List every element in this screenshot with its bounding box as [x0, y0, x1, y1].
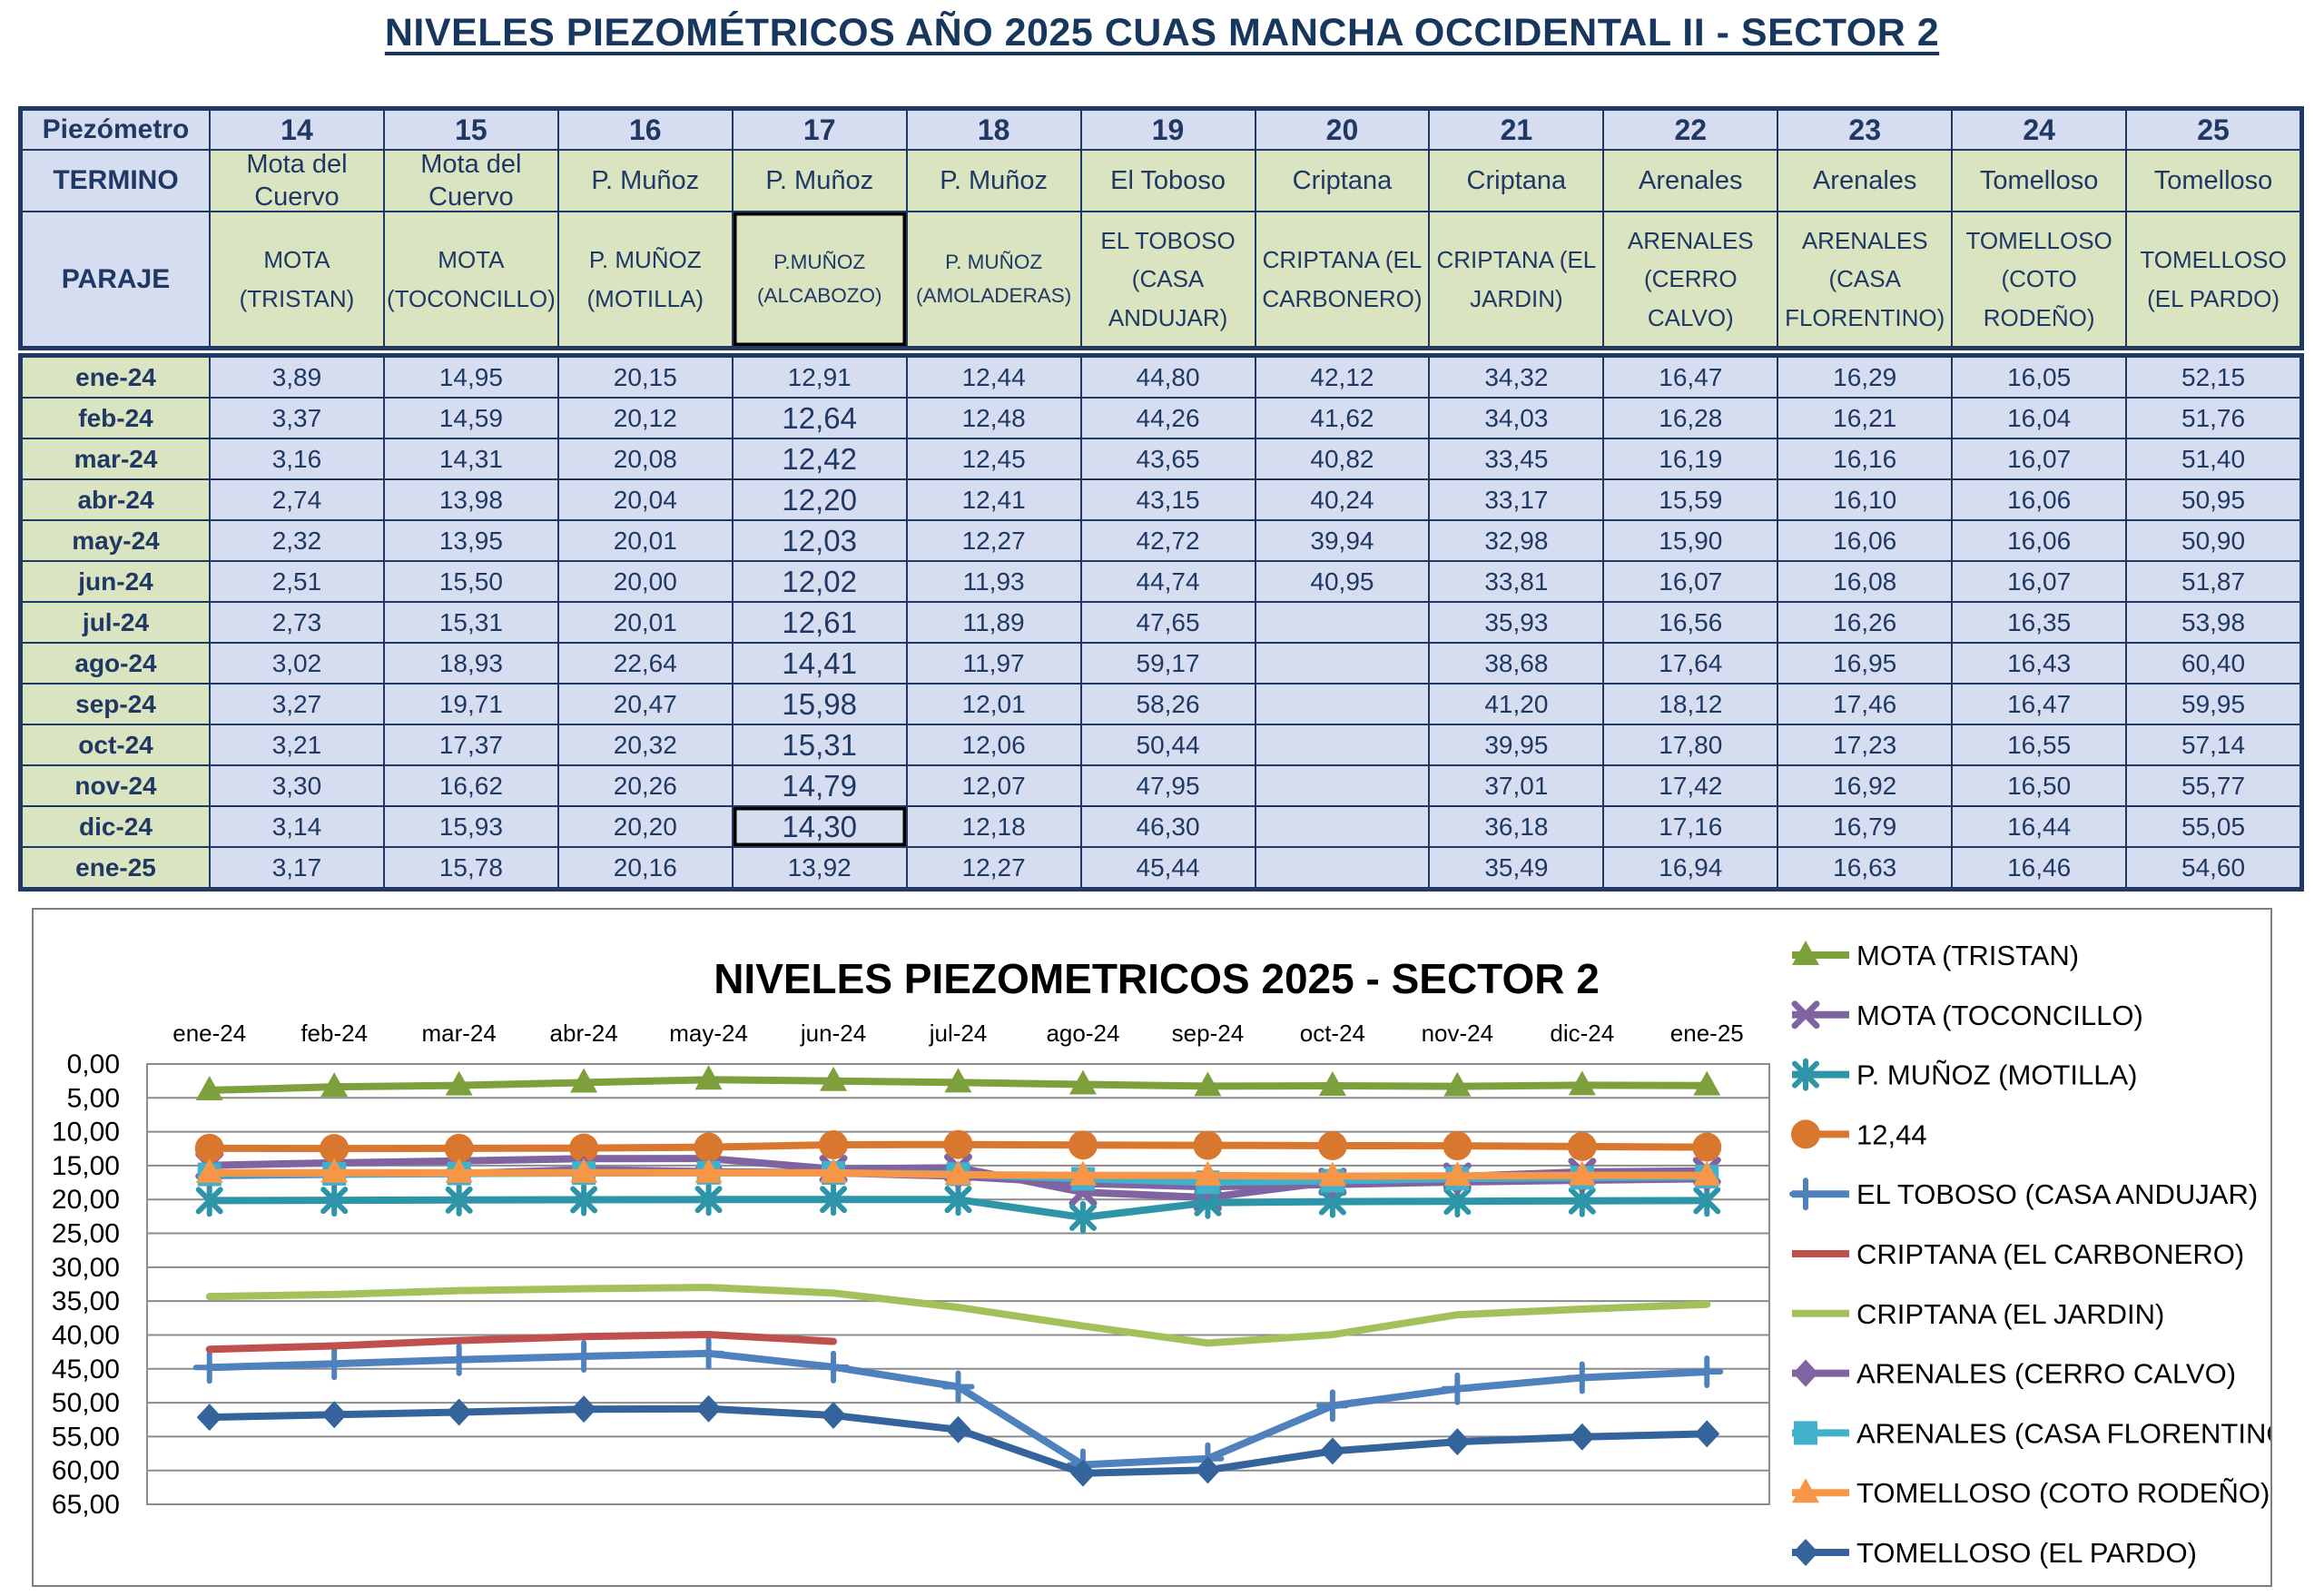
x-tick-label: may-24 [669, 1020, 748, 1047]
value-cell-abr-24-18: 12,41 [907, 479, 1081, 520]
x-tick-label: mar-24 [421, 1020, 497, 1047]
value-cell-jul-24-25: 53,98 [2126, 602, 2300, 643]
value-cell-ene-24-25: 52,15 [2126, 357, 2300, 398]
termino-cell-22: Arenales [1603, 150, 1777, 212]
value-cell-mar-24-17: 12,42 [733, 438, 907, 479]
piezometer-number-24: 24 [1952, 110, 2126, 150]
value-cell-sep-24-17: 15,98 [733, 684, 907, 724]
value-cell-sep-24-24: 16,47 [1952, 684, 2126, 724]
value-cell-ago-24-21: 38,68 [1429, 643, 1603, 684]
value-cell-dic-24-16: 20,20 [558, 806, 733, 847]
legend-label: CRIPTANA (EL JARDIN) [1856, 1297, 2165, 1330]
y-tick-label: 10,00 [51, 1117, 120, 1148]
y-tick-label: 55,00 [51, 1422, 120, 1453]
value-cell-ene-25-20 [1256, 847, 1430, 888]
value-cell-jun-24-23: 16,08 [1777, 561, 1952, 602]
legend-label: TOMELLOSO (COTO RODEÑO) [1856, 1477, 2270, 1510]
value-cell-may-24-18: 12,27 [907, 520, 1081, 561]
piezometer-number-18: 18 [907, 110, 1081, 150]
piezometer-info-table [18, 106, 2304, 350]
y-tick-label: 60,00 [51, 1455, 120, 1486]
month-cell-feb-24: feb-24 [22, 398, 210, 438]
value-cell-jun-24-17: 12,02 [733, 561, 907, 602]
termino-cell-18: P. Muñoz [907, 150, 1081, 212]
x-tick-label: jun-24 [800, 1020, 867, 1047]
legend-item-8 [1792, 1358, 2236, 1390]
series-1 [196, 1065, 1721, 1100]
value-cell-ene-24-20: 42,12 [1256, 357, 1430, 398]
termino-cell-19: El Toboso [1081, 150, 1256, 212]
value-cell-jun-24-18: 11,93 [907, 561, 1081, 602]
piezometer-number-17: 17 [733, 110, 907, 150]
value-cell-jul-24-14: 2,73 [210, 602, 384, 643]
termino-cell-21: Criptana [1429, 150, 1603, 212]
value-cell-jun-24-14: 2,51 [210, 561, 384, 602]
value-cell-nov-24-25: 55,77 [2126, 765, 2300, 806]
value-cell-sep-24-15: 19,71 [384, 684, 558, 724]
value-cell-jul-24-18: 11,89 [907, 602, 1081, 643]
value-cell-jun-24-20: 40,95 [1256, 561, 1430, 602]
legend-label: EL TOBOSO (CASA ANDUJAR) [1856, 1178, 2259, 1211]
value-cell-nov-24-24: 16,50 [1952, 765, 2126, 806]
value-cell-ene-25-21: 35,49 [1429, 847, 1603, 888]
value-cell-abr-24-25: 50,95 [2126, 479, 2300, 520]
piezometer-number-21: 21 [1429, 110, 1603, 150]
value-cell-oct-24-24: 16,55 [1952, 724, 2126, 765]
value-cell-jul-24-20 [1256, 602, 1430, 643]
value-cell-ene-24-19: 44,80 [1081, 357, 1256, 398]
x-tick-label: feb-24 [300, 1020, 369, 1047]
value-cell-nov-24-22: 17,42 [1603, 765, 1777, 806]
value-cell-dic-24-24: 16,44 [1952, 806, 2126, 847]
value-cell-dic-24-18: 12,18 [907, 806, 1081, 847]
value-cell-sep-24-23: 17,46 [1777, 684, 1952, 724]
levels-chart [32, 908, 2272, 1587]
y-tick-label: 25,00 [51, 1218, 120, 1249]
value-cell-mar-24-15: 14,31 [384, 438, 558, 479]
value-cell-feb-24-19: 44,26 [1081, 398, 1256, 438]
value-cell-abr-24-20: 40,24 [1256, 479, 1430, 520]
x-tick-label: jul-24 [929, 1020, 988, 1047]
y-tick-label: 15,00 [51, 1150, 120, 1181]
paraje-cell-16: P. MUÑOZ (MOTILLA) [558, 212, 733, 347]
value-cell-feb-24-23: 16,21 [1777, 398, 1952, 438]
value-cell-dic-24-22: 17,16 [1603, 806, 1777, 847]
chart-legend [1791, 940, 2270, 1569]
value-cell-ene-25-22: 16,94 [1603, 847, 1777, 888]
x-tick-label: oct-24 [1299, 1020, 1366, 1047]
value-cell-mar-24-20: 40,82 [1256, 438, 1430, 479]
value-cell-nov-24-14: 3,30 [210, 765, 384, 806]
piezometer-number-20: 20 [1256, 110, 1430, 150]
monthly-levels-table [18, 353, 2304, 892]
value-cell-may-24-19: 42,72 [1081, 520, 1256, 561]
month-cell-jul-24: jul-24 [22, 602, 210, 643]
paraje-cell-15: MOTA (TOCONCILLO) [384, 212, 558, 347]
paraje-cell-21: CRIPTANA (EL JARDIN) [1429, 212, 1603, 347]
value-cell-feb-24-21: 34,03 [1429, 398, 1603, 438]
value-cell-ago-24-14: 3,02 [210, 643, 384, 684]
value-cell-jul-24-16: 20,01 [558, 602, 733, 643]
legend-item-10 [1792, 1477, 2270, 1509]
value-cell-abr-24-15: 13,98 [384, 479, 558, 520]
legend-item-2 [1792, 1000, 2143, 1031]
y-tick-label: 5,00 [66, 1083, 120, 1114]
value-cell-sep-24-21: 41,20 [1429, 684, 1603, 724]
page-title [0, 11, 2324, 55]
value-cell-jun-24-19: 44,74 [1081, 561, 1256, 602]
value-cell-ago-24-20 [1256, 643, 1430, 684]
x-tick-label: nov-24 [1421, 1020, 1494, 1047]
value-cell-ene-25-25: 54,60 [2126, 847, 2300, 888]
value-cell-dic-24-14: 3,14 [210, 806, 384, 847]
y-axis-labels [52, 1049, 120, 1520]
value-cell-feb-24-16: 20,12 [558, 398, 733, 438]
value-cell-sep-24-25: 59,95 [2126, 684, 2300, 724]
month-cell-nov-24: nov-24 [22, 765, 210, 806]
value-cell-abr-24-17: 12,20 [733, 479, 907, 520]
value-cell-ago-24-19: 59,17 [1081, 643, 1256, 684]
value-cell-oct-24-17: 15,31 [733, 724, 907, 765]
value-cell-ene-25-19: 45,44 [1081, 847, 1256, 888]
value-cell-ago-24-15: 18,93 [384, 643, 558, 684]
legend-label: MOTA (TRISTAN) [1856, 940, 2080, 971]
value-cell-nov-24-19: 47,95 [1081, 765, 1256, 806]
y-tick-label: 20,00 [51, 1185, 120, 1216]
piezometer-number-19: 19 [1081, 110, 1256, 150]
value-cell-ene-25-15: 15,78 [384, 847, 558, 888]
page-title-text: NIVELES PIEZOMÉTRICOS AÑO 2025 CUAS MANCHA OCCIDENTAL II - SECTOR 2 [384, 11, 1940, 54]
value-cell-oct-24-22: 17,80 [1603, 724, 1777, 765]
value-cell-feb-24-18: 12,48 [907, 398, 1081, 438]
value-cell-jul-24-24: 16,35 [1952, 602, 2126, 643]
value-cell-nov-24-21: 37,01 [1429, 765, 1603, 806]
paraje-cell-19: EL TOBOSO (CASA ANDUJAR) [1081, 212, 1256, 347]
value-cell-jun-24-21: 33,81 [1429, 561, 1603, 602]
value-cell-feb-24-22: 16,28 [1603, 398, 1777, 438]
value-cell-may-24-14: 2,32 [210, 520, 384, 561]
legend-label: TOMELLOSO (EL PARDO) [1856, 1537, 2197, 1569]
value-cell-oct-24-25: 57,14 [2126, 724, 2300, 765]
value-cell-ago-24-23: 16,95 [1777, 643, 1952, 684]
value-cell-abr-24-19: 43,15 [1081, 479, 1256, 520]
value-cell-feb-24-17: 12,64 [733, 398, 907, 438]
value-cell-oct-24-20 [1256, 724, 1430, 765]
value-cell-jun-24-24: 16,07 [1952, 561, 2126, 602]
x-tick-label: dic-24 [1550, 1020, 1615, 1047]
value-cell-abr-24-14: 2,74 [210, 479, 384, 520]
value-cell-dic-24-21: 36,18 [1429, 806, 1603, 847]
value-cell-nov-24-23: 16,92 [1777, 765, 1952, 806]
paraje-cell-23: ARENALES (CASA FLORENTINO) [1777, 212, 1952, 347]
value-cell-ene-24-14: 3,89 [210, 357, 384, 398]
month-cell-dic-24: dic-24 [22, 806, 210, 847]
chart-title: NIVELES PIEZOMETRICOS 2025 - SECTOR 2 [714, 955, 1600, 1002]
value-cell-sep-24-16: 20,47 [558, 684, 733, 724]
legend-label: ARENALES (CERRO CALVO) [1856, 1357, 2237, 1390]
piezometer-number-22: 22 [1603, 110, 1777, 150]
x-tick-label: ene-24 [172, 1020, 247, 1047]
termino-cell-24: Tomelloso [1952, 150, 2126, 212]
piezometer-number-15: 15 [384, 110, 558, 150]
y-tick-label: 30,00 [51, 1252, 120, 1283]
paraje-cell-25: TOMELLOSO (EL PARDO) [2126, 212, 2300, 347]
value-cell-abr-24-22: 15,59 [1603, 479, 1777, 520]
value-cell-ene-24-17: 12,91 [733, 357, 907, 398]
value-cell-jul-24-19: 47,65 [1081, 602, 1256, 643]
x-tick-label: sep-24 [1171, 1020, 1245, 1047]
value-cell-ene-25-14: 3,17 [210, 847, 384, 888]
value-cell-jul-24-15: 15,31 [384, 602, 558, 643]
value-cell-may-24-24: 16,06 [1952, 520, 2126, 561]
piezometer-number-23: 23 [1777, 110, 1952, 150]
value-cell-mar-24-24: 16,07 [1952, 438, 2126, 479]
x-tick-label: abr-24 [549, 1020, 618, 1047]
value-cell-may-24-21: 32,98 [1429, 520, 1603, 561]
value-cell-oct-24-18: 12,06 [907, 724, 1081, 765]
value-cell-may-24-16: 20,01 [558, 520, 733, 561]
termino-cell-14: Mota del Cuervo [210, 150, 384, 212]
value-cell-dic-24-17: 14,30 [733, 806, 907, 847]
value-cell-dic-24-25: 55,05 [2126, 806, 2300, 847]
legend-item-9 [1792, 1417, 2270, 1449]
value-cell-ene-25-18: 12,27 [907, 847, 1081, 888]
paraje-cell-14: MOTA (TRISTAN) [210, 212, 384, 347]
termino-row-label: TERMINO [22, 150, 210, 212]
value-cell-ene-25-23: 16,63 [1777, 847, 1952, 888]
month-cell-jun-24: jun-24 [22, 561, 210, 602]
value-cell-jul-24-22: 16,56 [1603, 602, 1777, 643]
value-cell-dic-24-20 [1256, 806, 1430, 847]
value-cell-oct-24-21: 39,95 [1429, 724, 1603, 765]
value-cell-oct-24-19: 50,44 [1081, 724, 1256, 765]
legend-item-6 [1792, 1238, 2244, 1270]
piezometer-number-14: 14 [210, 110, 384, 150]
value-cell-may-24-20: 39,94 [1256, 520, 1430, 561]
termino-cell-15: Mota del Cuervo [384, 150, 558, 212]
legend-label: 12,44 [1856, 1118, 1927, 1151]
value-cell-ago-24-16: 22,64 [558, 643, 733, 684]
piezometro-header-label: Piezómetro [22, 110, 210, 150]
x-tick-label: ago-24 [1046, 1020, 1120, 1047]
value-cell-may-24-17: 12,03 [733, 520, 907, 561]
series-3 [199, 1186, 1718, 1231]
value-cell-ene-24-18: 12,44 [907, 357, 1081, 398]
value-cell-feb-24-15: 14,59 [384, 398, 558, 438]
paraje-cell-18: P. MUÑOZ (AMOLADERAS) [907, 212, 1081, 347]
paraje-cell-20: CRIPTANA (EL CARBONERO) [1256, 212, 1430, 347]
value-cell-sep-24-22: 18,12 [1603, 684, 1777, 724]
value-cell-oct-24-15: 17,37 [384, 724, 558, 765]
value-cell-dic-24-23: 16,79 [1777, 806, 1952, 847]
y-tick-label: 40,00 [51, 1320, 120, 1351]
paraje-cell-22: ARENALES (CERRO CALVO) [1603, 212, 1777, 347]
value-cell-mar-24-23: 16,16 [1777, 438, 1952, 479]
value-cell-ene-24-16: 20,15 [558, 357, 733, 398]
legend-label: CRIPTANA (EL CARBONERO) [1856, 1238, 2245, 1270]
value-cell-ene-24-24: 16,05 [1952, 357, 2126, 398]
legend-label: P. MUÑOZ (MOTILLA) [1856, 1059, 2138, 1091]
paraje-cell-17: P.MUÑOZ (ALCABOZO) [733, 212, 907, 347]
value-cell-nov-24-16: 20,26 [558, 765, 733, 806]
value-cell-oct-24-14: 3,21 [210, 724, 384, 765]
series-11 [197, 1395, 1720, 1487]
y-tick-label: 45,00 [51, 1354, 120, 1384]
month-cell-may-24: may-24 [22, 520, 210, 561]
value-cell-sep-24-14: 3,27 [210, 684, 384, 724]
x-axis-labels [172, 1020, 1744, 1047]
value-cell-ene-24-23: 16,29 [1777, 357, 1952, 398]
value-cell-feb-24-25: 51,76 [2126, 398, 2300, 438]
value-cell-jun-24-22: 16,07 [1603, 561, 1777, 602]
value-cell-ago-24-25: 60,40 [2126, 643, 2300, 684]
value-cell-jul-24-23: 16,26 [1777, 602, 1952, 643]
month-cell-mar-24: mar-24 [22, 438, 210, 479]
series-6 [210, 1335, 833, 1349]
value-cell-feb-24-14: 3,37 [210, 398, 384, 438]
termino-cell-23: Arenales [1777, 150, 1952, 212]
value-cell-mar-24-18: 12,45 [907, 438, 1081, 479]
month-cell-abr-24: abr-24 [22, 479, 210, 520]
value-cell-nov-24-15: 16,62 [384, 765, 558, 806]
y-tick-label: 35,00 [51, 1286, 120, 1317]
value-cell-mar-24-14: 3,16 [210, 438, 384, 479]
value-cell-abr-24-16: 20,04 [558, 479, 733, 520]
value-cell-may-24-25: 50,90 [2126, 520, 2300, 561]
value-cell-mar-24-25: 51,40 [2126, 438, 2300, 479]
value-cell-ago-24-18: 11,97 [907, 643, 1081, 684]
value-cell-oct-24-16: 20,32 [558, 724, 733, 765]
value-cell-nov-24-20 [1256, 765, 1430, 806]
legend-item-7 [1792, 1298, 2164, 1330]
value-cell-sep-24-18: 12,01 [907, 684, 1081, 724]
month-cell-ene-25: ene-25 [22, 847, 210, 888]
termino-cell-17: P. Muñoz [733, 150, 907, 212]
legend-item-1 [1792, 940, 2079, 971]
value-cell-ene-25-24: 16,46 [1952, 847, 2126, 888]
value-cell-ene-25-16: 20,16 [558, 847, 733, 888]
value-cell-ene-24-21: 34,32 [1429, 357, 1603, 398]
paraje-cell-24: TOMELLOSO (COTO RODEÑO) [1952, 212, 2126, 347]
value-cell-abr-24-21: 33,17 [1429, 479, 1603, 520]
value-cell-may-24-22: 15,90 [1603, 520, 1777, 561]
value-cell-ene-24-22: 16,47 [1603, 357, 1777, 398]
y-tick-label: 65,00 [51, 1490, 120, 1520]
paraje-row-label: PARAJE [22, 212, 210, 347]
month-cell-ago-24: ago-24 [22, 643, 210, 684]
termino-cell-16: P. Muñoz [558, 150, 733, 212]
value-cell-mar-24-21: 33,45 [1429, 438, 1603, 479]
value-cell-ene-24-15: 14,95 [384, 357, 558, 398]
value-cell-jun-24-15: 15,50 [384, 561, 558, 602]
value-cell-dic-24-19: 46,30 [1081, 806, 1256, 847]
value-cell-jul-24-17: 12,61 [733, 602, 907, 643]
month-cell-ene-24: ene-24 [22, 357, 210, 398]
piezometer-number-16: 16 [558, 110, 733, 150]
month-cell-sep-24: sep-24 [22, 684, 210, 724]
value-cell-abr-24-23: 16,10 [1777, 479, 1952, 520]
y-tick-label: 50,00 [51, 1388, 120, 1419]
legend-label: ARENALES (CASA FLORENTINO) [1856, 1417, 2270, 1450]
legend-item-4 [1791, 1118, 1927, 1150]
legend-label: MOTA (TOCONCILLO) [1856, 999, 2143, 1031]
series-5 [196, 1340, 1721, 1479]
value-cell-ago-24-24: 16,43 [1952, 643, 2126, 684]
value-cell-ago-24-17: 14,41 [733, 643, 907, 684]
value-cell-may-24-23: 16,06 [1777, 520, 1952, 561]
value-cell-ago-24-22: 17,64 [1603, 643, 1777, 684]
value-cell-mar-24-19: 43,65 [1081, 438, 1256, 479]
value-cell-mar-24-22: 16,19 [1603, 438, 1777, 479]
termino-cell-20: Criptana [1256, 150, 1430, 212]
value-cell-may-24-15: 13,95 [384, 520, 558, 561]
piezometer-number-25: 25 [2126, 110, 2300, 150]
value-cell-nov-24-17: 14,79 [733, 765, 907, 806]
value-cell-dic-24-15: 15,93 [384, 806, 558, 847]
legend-item-5 [1792, 1178, 2258, 1210]
value-cell-jun-24-25: 51,87 [2126, 561, 2300, 602]
value-cell-jul-24-21: 35,93 [1429, 602, 1603, 643]
termino-cell-25: Tomelloso [2126, 150, 2300, 212]
value-cell-mar-24-16: 20,08 [558, 438, 733, 479]
value-cell-abr-24-24: 16,06 [1952, 479, 2126, 520]
legend-item-3 [1792, 1059, 2137, 1091]
y-tick-label: 0,00 [66, 1049, 120, 1079]
value-cell-oct-24-23: 17,23 [1777, 724, 1952, 765]
value-cell-feb-24-24: 16,04 [1952, 398, 2126, 438]
levels-chart-svg [34, 910, 2270, 1585]
value-cell-sep-24-19: 58,26 [1081, 684, 1256, 724]
value-cell-ene-25-17: 13,92 [733, 847, 907, 888]
legend-item-11 [1792, 1537, 2197, 1569]
value-cell-nov-24-18: 12,07 [907, 765, 1081, 806]
x-tick-label: ene-25 [1669, 1020, 1744, 1047]
month-cell-oct-24: oct-24 [22, 724, 210, 765]
value-cell-jun-24-16: 20,00 [558, 561, 733, 602]
value-cell-sep-24-20 [1256, 684, 1430, 724]
value-cell-feb-24-20: 41,62 [1256, 398, 1430, 438]
